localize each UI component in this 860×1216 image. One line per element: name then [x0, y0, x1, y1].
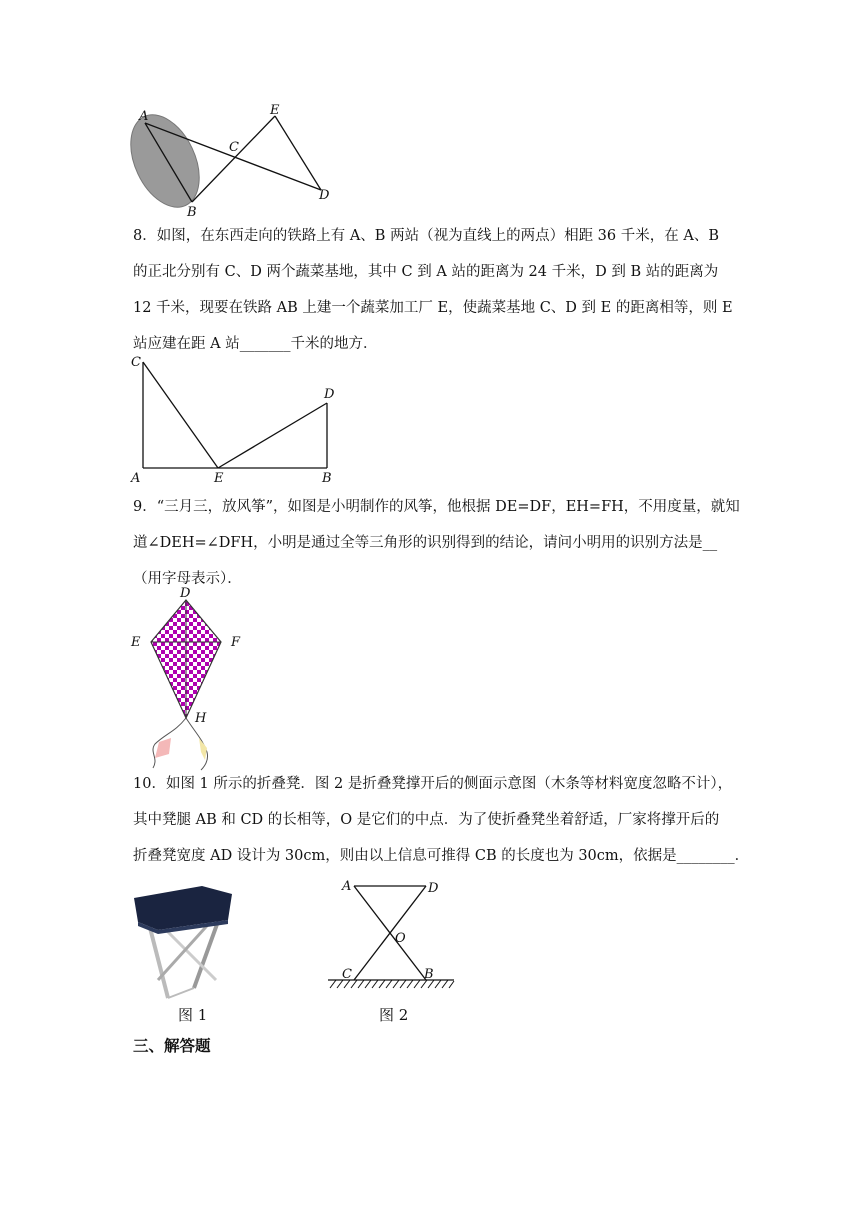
- label-E: E: [131, 635, 141, 650]
- label-C: C: [131, 355, 141, 370]
- label-O: O: [395, 931, 406, 946]
- caption-figure-1: 图 1: [178, 1006, 208, 1024]
- q10-line-2: 其中凳腿 AB 和 CD 的长相等，O 是它们的中点．为了使折叠凳坐着舒适，厂家将撑开后的: [133, 812, 720, 828]
- figure-folding-stool-photo: [128, 880, 238, 1005]
- q10-line-3: 折叠凳宽度 AD 设计为 30cm，则由以上信息可推得 CB 的长度也为 30cm，依据是________．: [133, 848, 750, 864]
- question-8: [133, 218, 733, 362]
- label-E: E: [214, 471, 224, 485]
- section-title: 三、解答题: [133, 1037, 211, 1055]
- label-A: A: [131, 471, 141, 485]
- figure-stool-schematic: [320, 872, 460, 997]
- label-D: D: [428, 881, 439, 896]
- label-F: F: [231, 635, 241, 650]
- figure-ellipse-triangles: [125, 98, 345, 220]
- q9-line-3: （用字母表示）．: [133, 571, 242, 587]
- figure-kite: [125, 582, 255, 772]
- label-D: D: [180, 586, 191, 601]
- q8-line-4: 站应建在距 A 站_______千米的地方．: [133, 336, 378, 352]
- label-H: H: [195, 711, 207, 726]
- q8-line-1: 8．如图，在东西走向的铁路上有 A、B 两站（视为直线上的两点）相距 36 千米，在 A、B: [133, 228, 719, 244]
- q9-line-2: 道∠DEH=∠DFH，小明是通过全等三角形的识别得到的结论，请问小明用的识别方法是__: [133, 535, 718, 551]
- label-B: B: [187, 205, 197, 220]
- label-C: C: [229, 140, 239, 155]
- question-10: [133, 766, 750, 874]
- figure-railway: [125, 350, 345, 485]
- label-E: E: [270, 103, 280, 118]
- caption-figure-2: 图 2: [379, 1006, 409, 1024]
- question-9: [133, 489, 740, 597]
- q8-line-2: 的正北分别有 C、D 两个蔬菜基地，其中 C 到 A 站的距离为 24 千米，D 到 B 站的距离为: [133, 264, 719, 280]
- label-B: B: [424, 967, 434, 982]
- label-B: B: [322, 471, 332, 485]
- label-D: D: [324, 387, 335, 402]
- label-D: D: [319, 188, 330, 203]
- q9-line-1: 9．“三月三，放风筝”，如图是小明制作的风筝，他根据 DE=DF，EH=FH，不用度量，就知: [133, 499, 740, 515]
- q8-line-3: 12 千米，现要在铁路 AB 上建一个蔬菜加工厂 E，使蔬菜基地 C、D 到 E 的距离相等，则 E: [133, 300, 733, 316]
- label-A: A: [342, 879, 352, 894]
- label-C: C: [342, 967, 352, 982]
- label-A: A: [139, 109, 149, 124]
- q10-line-1: 10．如图 1 所示的折叠凳．图 2 是折叠凳撑开后的侧面示意图（木条等材料宽度忽略不计），: [133, 776, 733, 792]
